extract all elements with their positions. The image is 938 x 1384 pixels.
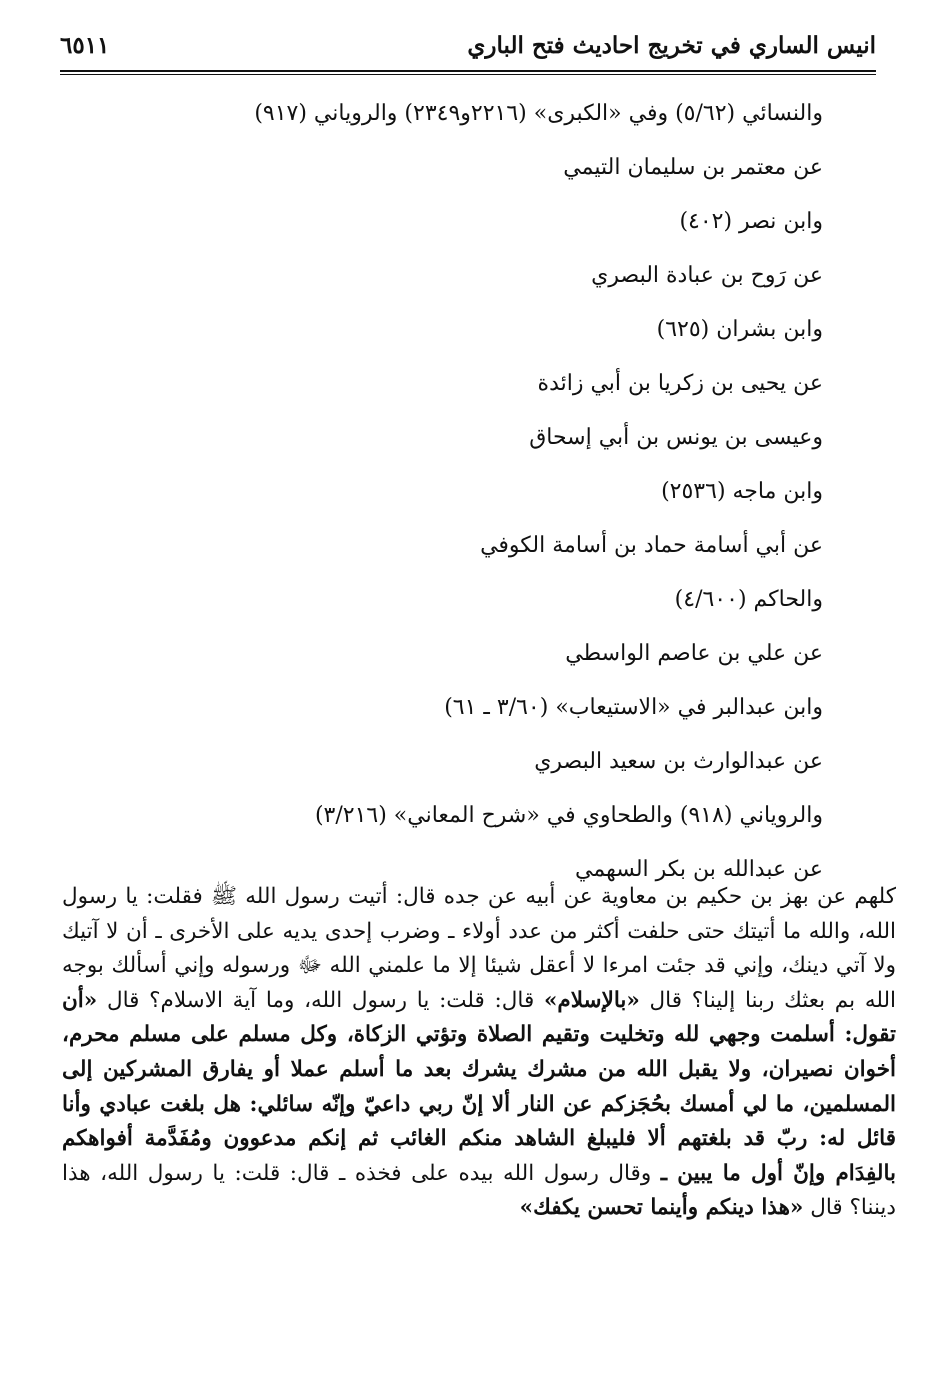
- hadith-bold-segment: «هذا دينكم وأينما تحسن يكفك»: [519, 1195, 804, 1221]
- takhrij-line: وابن عبدالبر في «الاستيعاب» (٣/٦٠ ـ ٦١): [444, 695, 823, 720]
- page-header: [60, 28, 876, 72]
- takhrij-line: وابن بشران (٦٢٥): [656, 317, 823, 342]
- page-number: ٦٥١١: [60, 32, 110, 59]
- hadith-paragraph: [62, 880, 896, 1226]
- takhrij-line: وعيسى بن يونس بن أبي إسحاق: [529, 425, 823, 450]
- hadith-bold-segment: «بالإسلام»: [543, 987, 640, 1013]
- book-title: انيس الساري في تخريج احاديث فتح الباري: [467, 32, 876, 59]
- takhrij-line: عن علي بن عاصم الواسطي: [565, 641, 823, 666]
- hadith-segment: قال: قلت: يا رسول الله، وما آية الاسلام؟ قال: [97, 987, 544, 1013]
- takhrij-list: [123, 96, 823, 906]
- takhrij-line: والنسائي (٥/٦٢) وفي «الكبرى» (٢٢١٦و٢٣٤٩) والروياني (٩١٧): [254, 101, 823, 126]
- hadith-text: [62, 880, 896, 1226]
- takhrij-line: عن عبدالوارث بن سعيد البصري: [534, 749, 823, 774]
- takhrij-line: عن عبدالله بن بكر السهمي: [575, 857, 823, 882]
- takhrij-line: عن رَوح بن عبادة البصري: [591, 263, 823, 288]
- header-rule: [60, 70, 876, 72]
- takhrij-line: عن أبي أسامة حماد بن أسامة الكوفي: [480, 533, 823, 558]
- takhrij-line: وابن نصر (٤٠٢): [679, 209, 823, 234]
- header-rule-thin: [60, 74, 876, 75]
- takhrij-line: والحاكم (٤/٦٠٠): [674, 587, 823, 612]
- hadith-segment: كلهم عن بهز بن حكيم بن معاوية عن أبيه عن جده قال: أتيت رسول الله ﷺ فقلت: يا رسول الله، والله ما أتيتك حتى حلفت أكثر من عدد أولاء ـ وضرب إحدى يديه على الأخرى ـ أن لا آتيك ولا آتي دينك، وإني قد جئت امرءا لا أعقل شيئا إلا ما علمني الله ﷻ ورسوله وإني أسألك بوجه الله بم بعثك ربنا إلينا؟ قال: [62, 884, 896, 1013]
- hadith-segment: وقال رسول الله بيده على فخذه ـ قال: قلت: يا رسول الله، هذا ديننا؟ قال: [62, 1160, 896, 1221]
- takhrij-line: والروياني (٩١٨) والطحاوي في «شرح المعاني» (٣/٢١٦): [314, 803, 823, 828]
- takhrij-line: وابن ماجه (٢٥٣٦): [661, 479, 823, 504]
- takhrij-line: عن يحيى بن زكريا بن أبي زائدة: [537, 371, 823, 396]
- hadith-bold-segment: «أن تقول: أسلمت وجهي لله وتخليت وتقيم الصلاة وتؤتي الزكاة، وكل مسلم على مسلم محرم، أخوان نصيران، ولا يقبل الله من مشرك يشرك بعد ما أسلم عملا أو يفارق المشركين إلى المسلمين، ما لي أمسك بحُجَزكم عن النار ألا إنّ ربي داعيّ وإنّه سائلي: هل بلغت عبادي وأنا قائل له: ربّ قد بلغتهم ألا فليبلغ الشاهد منكم الغائب ثم إنكم مدعوون ومُفَدَّمة أفواهكم بالفِدَام وإنّ أول ما يبين ـ: [62, 987, 896, 1186]
- takhrij-line: عن معتمر بن سليمان التيمي: [563, 155, 823, 180]
